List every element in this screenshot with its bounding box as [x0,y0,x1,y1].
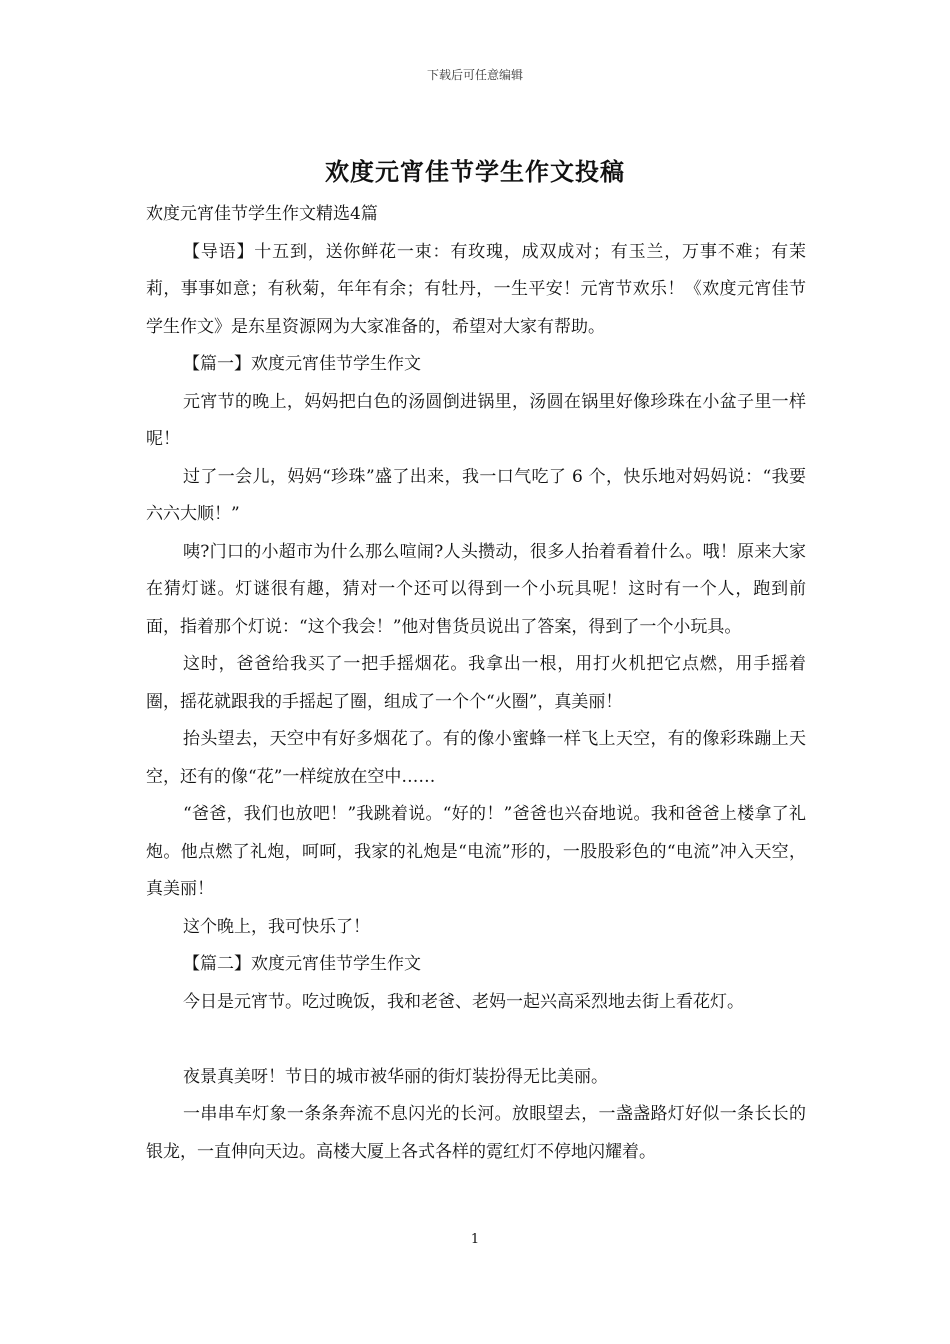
body-paragraph: 今日是元宵节。吃过晚饭，我和老爸、老妈一起兴高采烈地去街上看花灯。 [183,991,744,1012]
intro-paragraph: 【导语】十五到，送你鲜花一束：有玫瑰，成双成对；有玉兰，万事不难；有茉莉，事事如意；有秋菊，年年有余；有牡丹，一生平安！元宵节欢乐！《欢度元宵佳节学生作文》是东星资源网为大家准备的，希望对大家有帮助。 [146,241,806,337]
document-title: 欢度元宵佳节学生作文投稿 [325,157,625,186]
page-number: 1 [470,1232,480,1247]
page-header-note: 下载后可任意编辑 [426,68,523,82]
body-paragraph: 这时，爸爸给我买了一把手摇烟花。我拿出一根，用打火机把它点燃，用手摇着圈，摇花就跟我的手摇起了圈，组成了一个个“火圈”，真美丽！ [146,654,806,712]
body-paragraph: 咦?门口的小超市为什么那么喧闹?人头攒动，很多人抬着看着什么。哦！原来大家在猜灯谜。灯谜很有趣，猜对一个还可以得到一个小玩具呢！这时有一个人，跑到前面，指着那个灯说：“这个我会！”他对售货员说出了答案，得到了一个小玩具。 [146,541,806,637]
section-heading: 【篇二】欢度元宵佳节学生作文 [183,954,421,974]
body-paragraph: “爸爸，我们也放吧！”我跳着说。“好的！”爸爸也兴奋地说。我和爸爸上楼拿了礼炮。他点燃了礼炮，呵呵，我家的礼炮是“电流”形的，一股股彩色的“电流”冲入天空，真美丽！ [146,804,806,899]
subtitle-paragraph: 欢度元宵佳节学生作文精选4篇 [146,204,378,224]
document-body [146,196,806,1171]
body-paragraph: 一串串车灯象一条条奔流不息闪光的长河。放眼望去，一盏盏路灯好似一条长长的银龙，一直伸向天边。高楼大厦上各式各样的霓红灯不停地闪耀着。 [146,1104,806,1162]
section-heading: 【篇一】欢度元宵佳节学生作文 [183,354,421,374]
paragraph-spacer [146,1021,806,1059]
body-paragraph: 抬头望去，天空中有好多烟花了。有的像小蜜蜂一样飞上天空，有的像彩珠蹦上天空，还有的像“花”一样绽放在空中…… [146,729,806,787]
body-paragraph: 元宵节的晚上，妈妈把白色的汤圆倒进锅里，汤圆在锅里好像珍珠在小盆子里一样呢！ [146,391,806,449]
body-paragraph: 过了一会儿，妈妈“珍珠”盛了出来，我一口气吃了 6 个，快乐地对妈妈说：“我要六六大顺！” [146,466,806,524]
body-paragraph: 这个晚上，我可快乐了！ [183,916,370,937]
body-paragraph: 夜景真美呀！节日的城市被华丽的街灯装扮得无比美丽。 [183,1066,608,1087]
